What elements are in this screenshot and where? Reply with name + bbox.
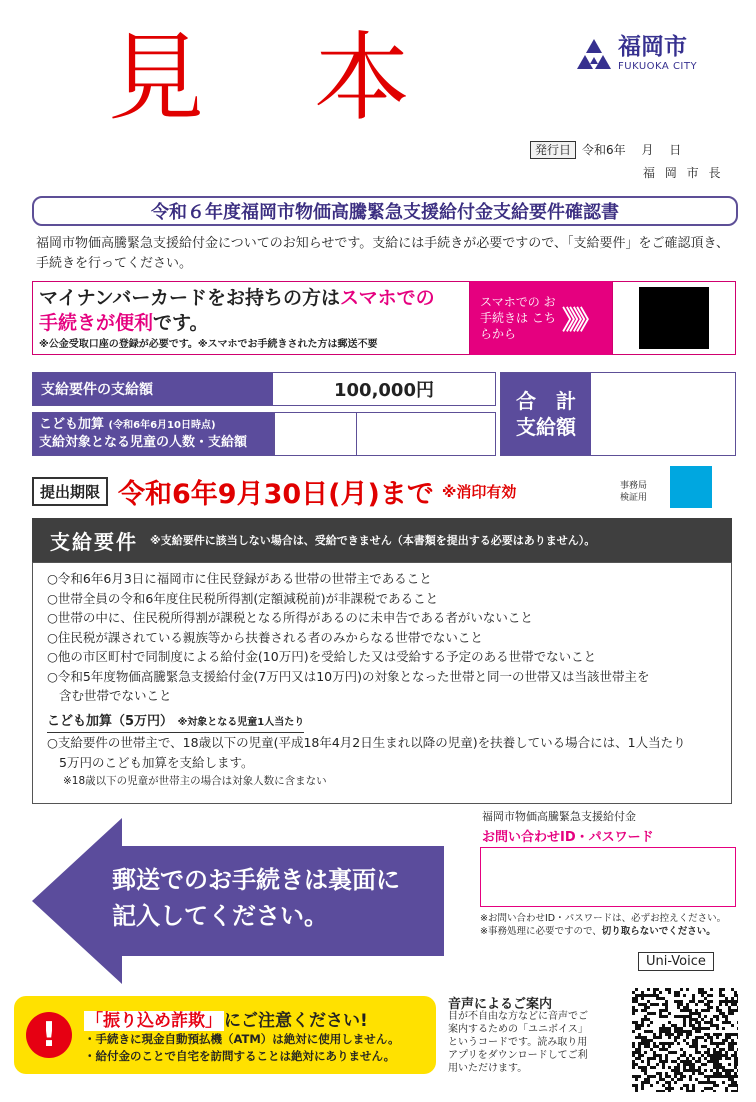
office-use-1: 事務局 [620,481,648,491]
mail-instruction-2: 記入してください。 [112,902,328,930]
mynumber-notice [32,281,470,355]
document-title: 令和６年度福岡市物価高騰緊急支援給付金支給要件確認書 [32,196,738,226]
arrows-icon: 》》》 [562,305,597,336]
kodomo-item: ○支給要件の世帯主で、18歳以下の児童(平成18年4月2日生まれ以降の児童)を扶養している場合には、1人当たり [47,735,686,750]
fraud-title: にご注意ください! [224,1010,368,1031]
kodomo-note: ※18歳以下の児童が世帯主の場合は対象人数に含まない [63,775,327,787]
issue-date-value: 令和6年 月 日 [582,143,682,157]
requirements-body [32,562,732,804]
base-amount-value: 100,000円 [334,380,434,401]
univoice-code-icon[interactable] [632,988,738,1092]
myna-text-4: です。 [153,312,209,334]
kodomo-title [47,712,304,734]
base-amount-label: 支給要件の支給額 [33,373,273,405]
warning-icon: ! [26,1012,72,1058]
voice-guide-title: 音声によるご案内 [448,997,553,1012]
total-label-1: 合 計 [516,389,576,413]
fraud-line-2: ・給付金のことで自宅を訪問することは絶対にありません。 [84,1048,396,1063]
mayor: 福 岡 市 長 [643,166,724,180]
qr-code-icon [639,287,709,349]
myna-text-2: スマホでの [339,287,435,309]
kodomo-title-main: こども加算（5万円） [47,713,174,729]
voice-guide-text: 目が不自由な方などに音声でご案内するための「ユニボイス」というコードです。読み取り用アプリをダウンロードしてご利用いただけます。 [448,1011,588,1074]
myna-note: ※公金受取口座の登録が必要です。※スマホでお手続きされた方は郵送不要 [39,339,378,350]
mail-instruction [112,862,400,934]
base-amount-row [32,372,496,406]
inquiry-subtitle: お問い合わせID・パスワード [482,830,654,845]
fraud-line-1: ・手続きに現金自動預払機（ATM）は絶対に使用しません。 [84,1031,400,1046]
smartphone-link-text: スマホでの お手続きは こちらから [480,295,556,341]
requirements-note: ※支給要件に該当しない場合は、受給できません（本書類を提出する必要はありません）。 [150,534,596,547]
kodomo-title-note: ※対象となる児童1人当たり [177,716,305,728]
kodomo-item-cont: 5万円のこども加算を支給します。 [59,754,254,770]
requirement-item: ○世帯全員の令和6年度住民税所得割(定額減税前)が非課税であること [47,590,439,606]
total-label [501,373,591,455]
inquiry-note-1: ※お問い合わせID・パスワードは、必ずお控えください。 [480,913,727,924]
requirement-item: ○住民税が課されている親族等から扶養される者のみからなる世帯でないこと [47,629,483,645]
deadline-note: ※消印有効 [441,483,517,501]
inquiry-title: 福岡市物価高騰緊急支援給付金 [482,810,636,823]
deadline-label: 提出期限 [32,477,108,506]
kodomo-label-sub: 支給対象となる児童の人数・支給額 [39,435,248,450]
kodomo-label [33,413,273,455]
requirement-item: ○世帯の中に、住民税所得割が課税となる所得があるのに未申告である者がいないこと [47,610,533,625]
deadline-date: 令和6年9月30日(月)まで [118,479,434,510]
mail-instruction-1: 郵送でのお手続きは裏面に [112,866,400,894]
fraud-title-red: 「振り込め詐欺」 [86,1010,222,1031]
inquiry-id-box [480,847,736,907]
inquiry-note-2a: ※事務処理に必要ですので、 [480,926,602,937]
kodomo-amount-cell [356,413,495,455]
requirement-item: ○他の市区町村で同制度による給付金(10万円)を受給した又は受給する予定のある世帯でないこと [47,649,597,664]
sample-watermark: 見本 [108,22,520,134]
smartphone-qr[interactable] [612,281,736,355]
logo-jp: 福岡市 [618,34,687,60]
logo-en: FUKUOKA CITY [618,61,698,72]
requirements-title: 支給要件 [50,529,138,554]
issue-date [530,141,681,158]
intro-text: 福岡市物価高騰緊急支援給付金についてのお知らせです。支給には手続きが必要ですので、「支給要件」をご確認頂き、手続きを行ってください。 [36,236,730,271]
kodomo-label-date: (令和6年6月10日時点) [108,420,216,431]
verification-mark [670,466,712,508]
office-use-2: 検証用 [620,493,648,503]
requirements-header [32,518,732,562]
fraud-warning [14,996,436,1074]
kodomo-label-main: こども加算 [39,417,105,432]
deadline [32,472,516,511]
requirement-item-cont: 含む世帯でないこと [59,688,172,703]
office-use [620,480,647,504]
inquiry-note-2b: 切り取らないでください。 [601,926,716,937]
myna-text-3: 手続きが便利 [39,312,154,334]
inquiry-notes [480,912,726,938]
requirement-item: ○令和6年6月3日に福岡市に住民登録がある世帯の世帯主であること [47,571,432,586]
univoice-label: Uni-Voice [638,952,714,971]
issue-date-label: 発行日 [530,141,576,159]
myna-text-1: マイナンバーカードをお持ちの方は [39,287,340,309]
total-label-2: 支給額 [516,415,576,439]
total-box [500,372,736,456]
smartphone-link[interactable] [470,281,612,355]
total-value-cell [591,373,735,455]
requirement-item: ○令和5年度物価高騰緊急支援給付金(7万円又は10万円)の対象となった世帯と同一の世帯又は当該世帯主を [47,668,650,684]
city-logo [576,36,697,72]
kodomo-count-cell [274,413,356,455]
fukuoka-emblem-icon [576,37,612,71]
kodomo-row [32,412,496,456]
